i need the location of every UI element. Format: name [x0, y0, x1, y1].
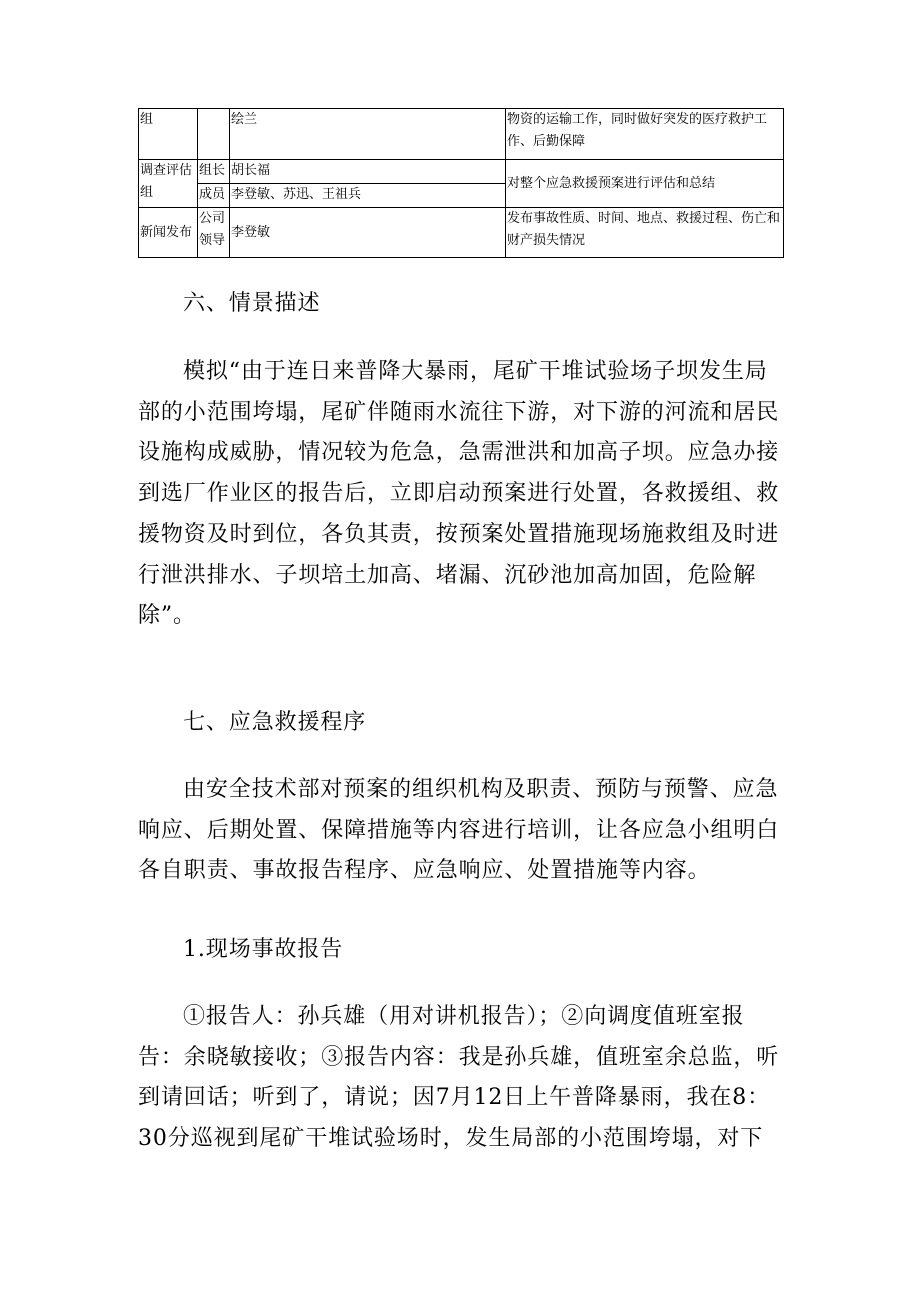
table-row — [139, 208, 784, 258]
section-heading-6: 六、情景描述 — [183, 291, 321, 316]
org-table — [138, 108, 784, 258]
procedure-paragraph: 由安全技术部对预案的组织机构及职责、预防与预警、应急响应、后期处置、保障措施等内容进行培训，让各应急小组明白各自职责、事故报告程序、应急响应、处置措施等内容。 — [138, 777, 780, 884]
report-paragraph: ①报告人：孙兵雄（用对讲机报告）；②向调度值班室报告：余晓敏接收；③报告内容：我是孙兵雄，值班室余总监，听到请回话；听到了，请说；因7月12日上午普降暴雨，我在8：30分巡视到尾矿干堆试验场时，发生局部的小范围垮塌，对下 — [138, 1004, 780, 1152]
cell-role — [198, 109, 230, 160]
subsection-heading-1: 1.现场事故报告 — [183, 937, 344, 962]
cell-duty: 发布事故性质、时间、地点、救援过程、伤亡和财产损失情况 — [506, 208, 784, 258]
cell-duty: 物资的运输工作，同时做好突发的医疗救护工作、后勤保障 — [506, 109, 784, 160]
cell-role: 公司领导 — [198, 208, 230, 258]
table-row — [139, 109, 784, 160]
cell-duty: 对整个应急救援预案进行评估和总结 — [506, 160, 784, 208]
cell-role: 组长 — [198, 160, 230, 184]
table-row — [139, 160, 784, 184]
cell-name: 胡长福 — [230, 160, 506, 184]
section-heading-7: 七、应急救援程序 — [183, 710, 367, 735]
cell-group: 组 — [139, 109, 198, 160]
cell-role: 成员 — [198, 184, 230, 208]
scenario-paragraph: 模拟“由于连日来普降大暴雨，尾矿干堆试验场子坝发生局部的小范围垮塌，尾矿伴随雨水流往下游，对下游的河流和居民设施构成威胁，情况较为危急，急需泄洪和加高子坝。应急办接到选厂作业区的报告后，立即启动预案进行处置，各救援组、救援物资及时到位，各负其责，按预案处置措施现场施救组及时进行泄洪排水、子坝培土加高、堵漏、沉砂池加高加固，危险解除”。 — [138, 359, 780, 629]
cell-name: 李登敏 — [230, 208, 506, 258]
cell-name: 李登敏、苏迅、王祖兵 — [230, 184, 506, 208]
cell-group: 新闻发布 — [139, 208, 198, 258]
cell-name: 绘兰 — [230, 109, 506, 160]
cell-group: 调查评估组 — [139, 160, 198, 208]
